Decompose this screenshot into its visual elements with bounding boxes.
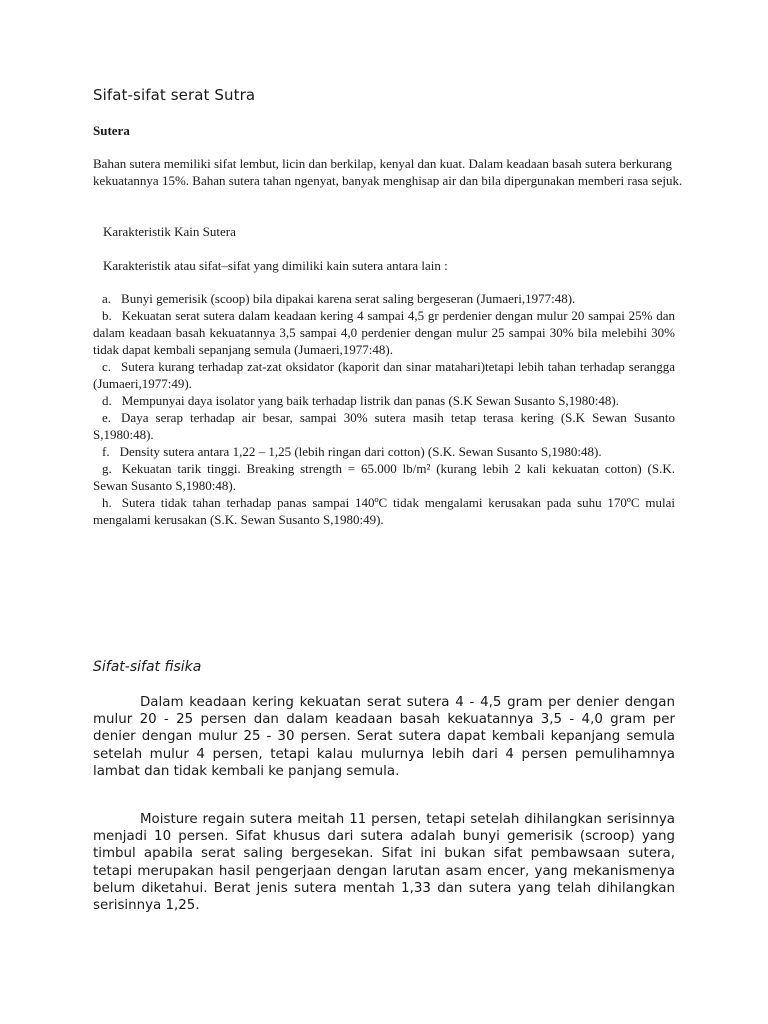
karakteristik-description: Karakteristik atau sifat–sifat yang dimiliki kain sutera antara lain :: [103, 258, 448, 273]
list-marker: g.: [102, 461, 112, 476]
list-item-text: Kekuatan serat sutera dalam keadaan kering 4 sampai 4,5 gr perdenier dengan mulur 20 sampai 25% dan dalam keadaan basah kekuatannya 3,5 sampai 4,0 perdenier dengan mulur 25 sampai 30% bila melebihi 30% tidak dapat kembali sepanjang semula (Jumaeri,1977:48).: [93, 308, 675, 357]
karakteristik-list: [93, 290, 675, 528]
fisika-heading: Sifat-sifat fisika: [93, 659, 202, 675]
list-marker: a.: [102, 291, 112, 306]
list-item: [93, 409, 675, 443]
list-item-text: Sutera tidak tahan terhadap panas sampai 140ºC tidak mengalami kerusakan pada suhu 170ºC mulai mengalami kerusakan (S.K. Sewan Susanto S,1980:49).: [93, 495, 675, 527]
list-item-text: Sutera kurang terhadap zat-zat oksidator (kaporit dan sinar matahari)tetapi lebih tahan terhadap serangga (Jumaeri,1977:49).: [93, 359, 675, 391]
list-marker: d.: [102, 393, 112, 408]
list-item-text: Daya serap terhadap air besar, sampai 30% sutera masih tetap terasa kering (S.K Sewan Susanto S,1980:48).: [93, 410, 675, 442]
list-marker: e.: [102, 410, 112, 425]
list-item-text: Mempunyai daya isolator yang baik terhadap listrik dan panas (S.K Sewan Susanto S,1980:48).: [121, 393, 619, 408]
list-item: [93, 494, 675, 528]
list-marker: h.: [102, 495, 112, 510]
list-item: [93, 290, 675, 307]
list-item: [93, 392, 675, 409]
list-item-text: Bunyi gemerisik (scoop) bila dipakai karena serat saling bergeseran (Jumaeri,1977:48).: [121, 291, 576, 306]
list-marker: f.: [102, 444, 110, 459]
list-item-text: Density sutera antara 1,22 – 1,25 (lebih ringan dari cotton) (S.K. Sewan Susanto S,1980:48).: [119, 444, 602, 459]
list-item: [93, 358, 675, 392]
intro-paragraph: Bahan sutera memiliki sifat lembut, licin dan berkilap, kenyal dan kuat. Dalam keadaan basah sutera berkurang kekuatannya 15%. Bahan sutera tahan ngenyat, banyak menghisap air dan bila dipergunakan memberi rasa sejuk.: [93, 156, 683, 188]
list-item: [93, 460, 675, 494]
list-item: [93, 307, 675, 358]
list-marker: c.: [102, 359, 112, 374]
karakteristik-heading: Karakteristik Kain Sutera: [103, 224, 236, 239]
list-marker: b.: [102, 308, 112, 323]
list-item-text: Kekuatan tarik tinggi. Breaking strength = 65.000 lb/m² (kurang lebih 2 kali kekuatan cotton) (S.K. Sewan Susanto S,1980:48).: [93, 461, 675, 493]
fisika-paragraph-2: Moisture regain sutera meitah 11 persen, tetapi setelah dihilangkan serisinnya menjadi 10 persen. Sifat khusus dari sutera adalah bunyi gemerisik (scroop) yang timbul apabila serat saling bergesekan. Sifat ini bukan sifat pembawsaan sutera, tetapi merupakan hasil pengerjaan dengan larutan asam encer, yang mekanismenya belum diketahui. Berat jenis sutera mentah 1,33 dan sutera yang telah dihilangkan serisinnya 1,25.: [93, 812, 675, 914]
document-title: Sifat-sifat serat Sutra: [93, 86, 256, 104]
section-subheading: Sutera: [93, 123, 130, 138]
list-item: [93, 443, 675, 460]
fisika-paragraph-1: Dalam keadaan kering kekuatan serat sutera 4 - 4,5 gram per denier dengan mulur 20 - 25 persen dan dalam keadaan basah kekuatannya 3,5 - 4,0 gram per denier dengan mulur 25 - 30 persen. Serat sutera dapat kembali kepanjang semula setelah mulur 4 persen, tetapi kalau mulurnya lebih dari 4 persen pemulihamnya lambat dan tidak kembali ke panjang semula.: [93, 695, 675, 779]
